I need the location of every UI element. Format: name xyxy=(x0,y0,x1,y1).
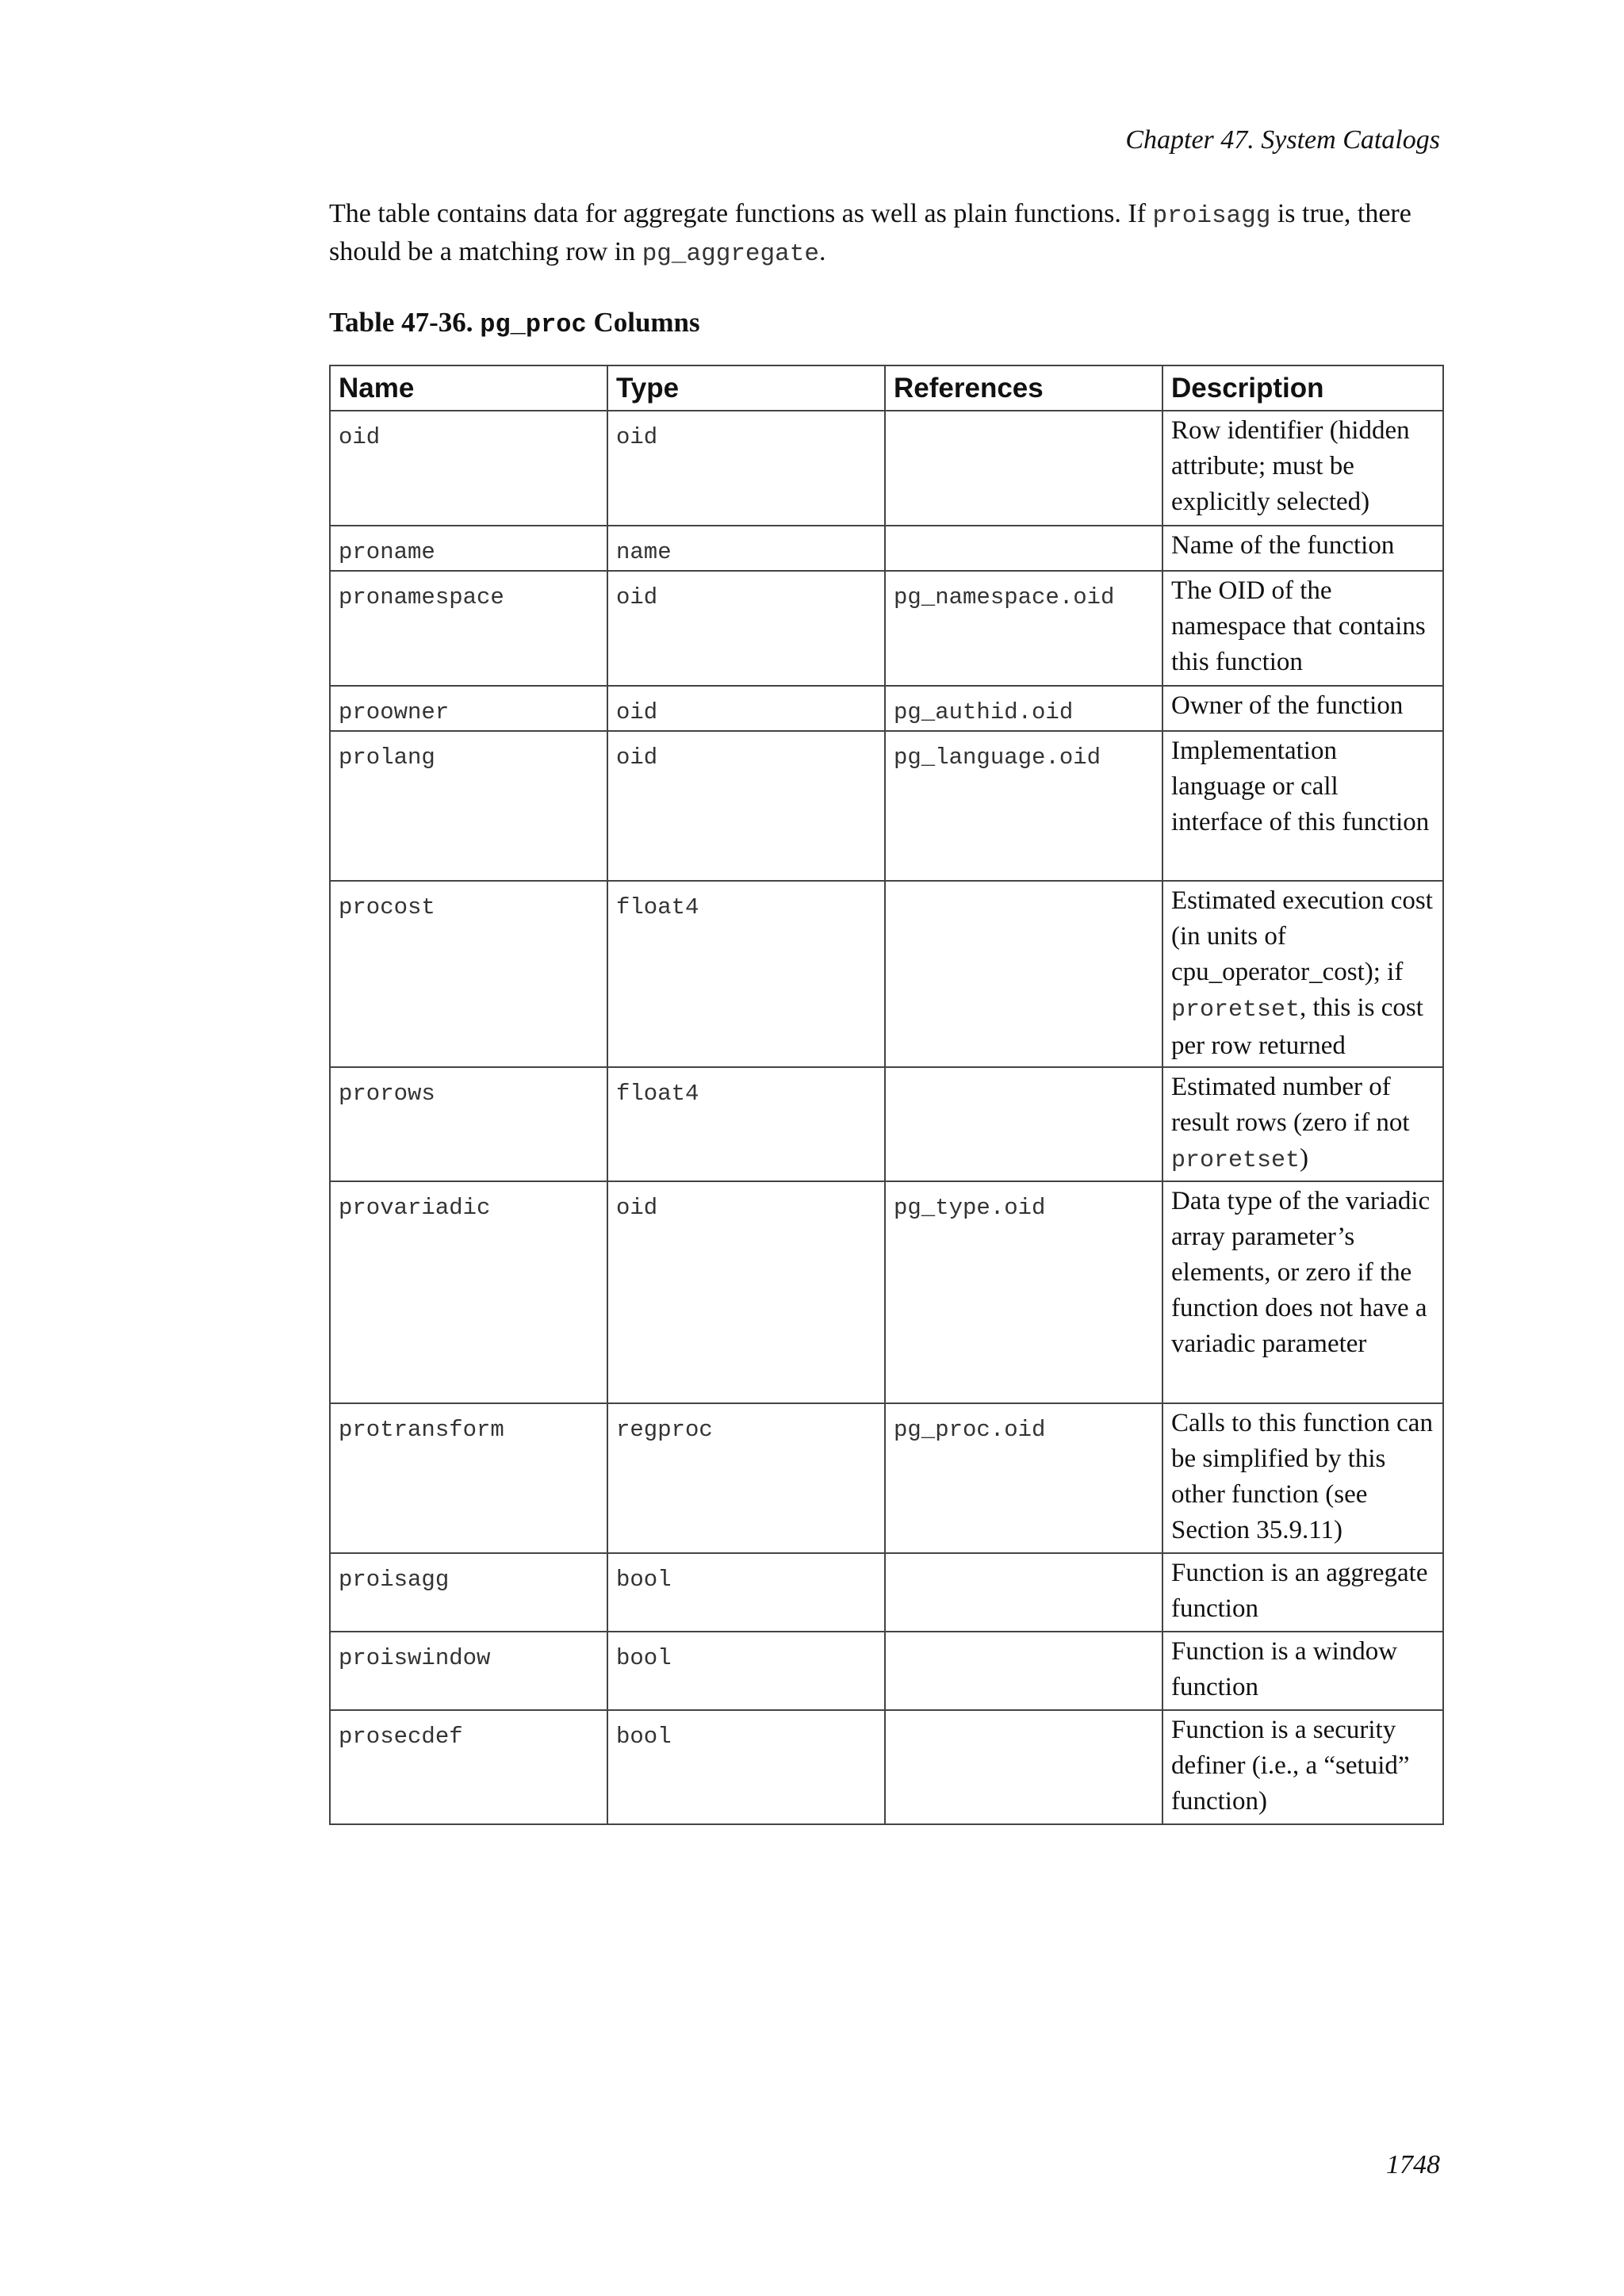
cell-description: Implementation language or call interface of this function xyxy=(1162,731,1443,881)
cell-type: name xyxy=(607,526,885,571)
cell-description: Function is a security definer (i.e., a “setuid” function) xyxy=(1162,1710,1443,1824)
intro-text-2: is true, there should be a matching row in xyxy=(329,199,1411,266)
cell-description: Function is an aggregate function xyxy=(1162,1553,1443,1632)
intro-paragraph xyxy=(329,196,1439,272)
description-text: Estimated number of result rows (zero if not xyxy=(1171,1073,1410,1137)
table-row xyxy=(330,686,1443,731)
description-code: proretset xyxy=(1171,997,1300,1024)
cell-type: float4 xyxy=(607,881,885,1067)
table-row xyxy=(330,571,1443,686)
cell-type: oid xyxy=(607,686,885,731)
cell-name: proisagg xyxy=(330,1553,607,1632)
header-description: Description xyxy=(1162,365,1443,411)
caption-suffix: Columns xyxy=(586,307,700,338)
cell-type: float4 xyxy=(607,1067,885,1181)
cell-references: pg_namespace.oid xyxy=(885,571,1162,686)
cell-references: pg_proc.oid xyxy=(885,1403,1162,1553)
table-row xyxy=(330,1710,1443,1824)
table-row xyxy=(330,1403,1443,1553)
cell-type: bool xyxy=(607,1553,885,1632)
cell-description: Row identifier (hidden attribute; must be explicitly selected) xyxy=(1162,411,1443,526)
caption-code: pg_proc xyxy=(480,310,587,339)
cell-references: pg_type.oid xyxy=(885,1181,1162,1403)
cell-references: pg_language.oid xyxy=(885,731,1162,881)
table-row xyxy=(330,731,1443,881)
table-row xyxy=(330,1067,1443,1181)
cell-description: Name of the function xyxy=(1162,526,1443,571)
page-number: 1748 xyxy=(1386,2150,1440,2179)
cell-name: proiswindow xyxy=(330,1632,607,1710)
cell-description: Data type of the variadic array parameter’s elements, or zero if the function does not have a variadic parameter xyxy=(1162,1181,1443,1403)
table-row xyxy=(330,1632,1443,1710)
cell-name: oid xyxy=(330,411,607,526)
cell-name: prorows xyxy=(330,1067,607,1181)
cell-references xyxy=(885,411,1162,526)
cell-name: procost xyxy=(330,881,607,1067)
cell-type: oid xyxy=(607,731,885,881)
cell-references xyxy=(885,1553,1162,1632)
header-name: Name xyxy=(330,365,607,411)
cell-references xyxy=(885,1632,1162,1710)
cell-references xyxy=(885,1710,1162,1824)
cell-description: Owner of the function xyxy=(1162,686,1443,731)
cell-name: protransform xyxy=(330,1403,607,1553)
table-row xyxy=(330,411,1443,526)
table-row xyxy=(330,881,1443,1067)
cell-type: bool xyxy=(607,1710,885,1824)
cell-name: proname xyxy=(330,526,607,571)
chapter-header: Chapter 47. System Catalogs xyxy=(1125,125,1440,155)
cell-description: Calls to this function can be simplified by this other function (see Section 35.9.11) xyxy=(1162,1403,1443,1553)
caption-prefix: Table 47-36. xyxy=(329,307,481,338)
cell-references xyxy=(885,526,1162,571)
table-row xyxy=(330,1553,1443,1632)
cell-name: prosecdef xyxy=(330,1710,607,1824)
description-text: ) xyxy=(1300,1144,1309,1173)
table-caption xyxy=(329,307,700,339)
cell-description xyxy=(1162,1067,1443,1181)
table-header-row xyxy=(330,365,1443,411)
cell-description xyxy=(1162,881,1443,1067)
description-code: proretset xyxy=(1171,1147,1300,1174)
intro-text-3: . xyxy=(818,237,826,266)
header-references: References xyxy=(885,365,1162,411)
cell-type: oid xyxy=(607,571,885,686)
intro-code-proisagg: proisagg xyxy=(1152,202,1271,230)
cell-type: bool xyxy=(607,1632,885,1710)
description-text: Estimated execution cost (in units of cpu_operator_cost); if xyxy=(1171,886,1433,986)
cell-name: pronamespace xyxy=(330,571,607,686)
cell-type: oid xyxy=(607,411,885,526)
cell-references: pg_authid.oid xyxy=(885,686,1162,731)
intro-code-pg-aggregate: pg_aggregate xyxy=(642,240,819,268)
cell-description: The OID of the namespace that contains this function xyxy=(1162,571,1443,686)
cell-type: oid xyxy=(607,1181,885,1403)
header-type: Type xyxy=(607,365,885,411)
table-row xyxy=(330,1181,1443,1403)
cell-name: provariadic xyxy=(330,1181,607,1403)
cell-references xyxy=(885,1067,1162,1181)
cell-references xyxy=(885,881,1162,1067)
cell-description: Function is a window function xyxy=(1162,1632,1443,1710)
pg-proc-columns-table xyxy=(329,365,1444,1825)
table-row xyxy=(330,526,1443,571)
intro-text-1: The table contains data for aggregate functions as well as plain functions. If xyxy=(329,199,1153,228)
cell-name: prolang xyxy=(330,731,607,881)
cell-type: regproc xyxy=(607,1403,885,1553)
cell-name: proowner xyxy=(330,686,607,731)
description-text: , this is cost per row returned xyxy=(1171,993,1423,1060)
